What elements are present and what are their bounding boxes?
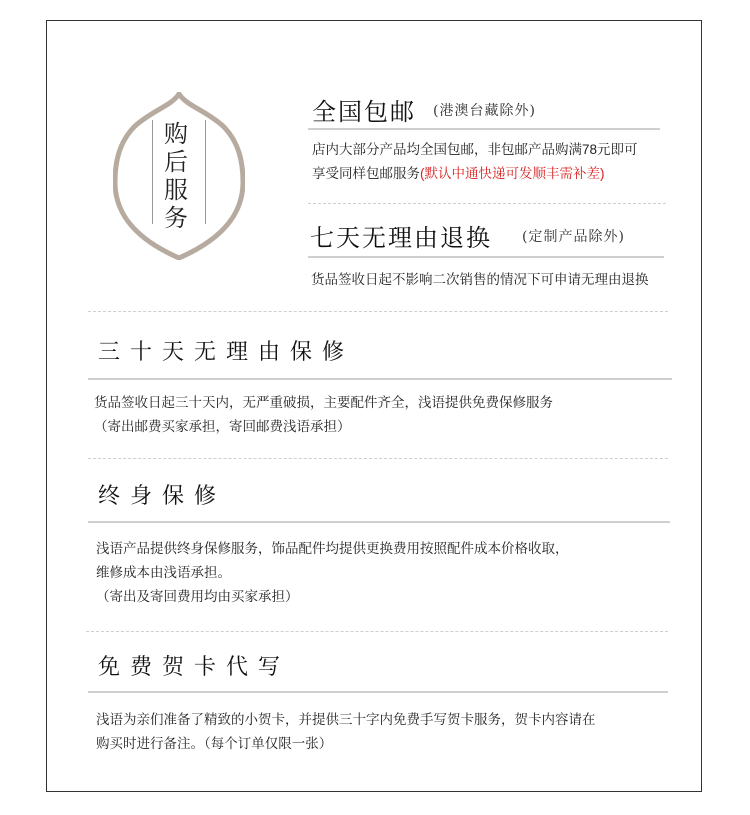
thirty-day-warranty-title: 三十天无理由保修 — [98, 340, 355, 365]
badge-char-1: 购 — [164, 120, 188, 148]
seven-day-return-divider — [88, 311, 668, 312]
seven-day-return-note: (定制产品除外) — [522, 229, 625, 245]
free-shipping-note: (港澳台藏除外) — [433, 103, 536, 119]
lifetime-warranty-rule — [88, 521, 670, 523]
greeting-card-line-1: 浅语为亲们准备了精致的小贺卡，并提供三十字内免费手写贺卡服务，贺卡内容请在 — [96, 712, 596, 727]
free-shipping-line-1: 店内大部分产品均全国包邮，非包邮产品购满78元即可 — [312, 142, 638, 157]
thirty-day-warranty-line-2: （寄出邮费买家承担，寄回邮费浅语承担） — [94, 419, 351, 434]
badge-char-4: 务 — [164, 204, 188, 232]
badge-right-bar — [205, 120, 206, 224]
lifetime-warranty-line-2: 维修成本由浅语承担。 — [96, 565, 231, 580]
greeting-card-line-2: 购买时进行备注。（每个订单仅限一张） — [96, 736, 333, 751]
badge-char-3: 服 — [164, 176, 188, 204]
thirty-day-warranty-rule — [88, 378, 672, 380]
badge-label — [161, 120, 191, 232]
seven-day-return-rule — [308, 256, 664, 258]
free-shipping-rule — [308, 128, 660, 130]
badge-left-bar — [152, 120, 153, 224]
lifetime-warranty-divider — [86, 631, 668, 632]
free-shipping-highlight: (默认中通快递可发顺丰需补差) — [420, 166, 605, 181]
thirty-day-warranty-line-1: 货品签收日起三十天内，无严重破损，主要配件齐全，浅语提供免费保修服务 — [94, 395, 553, 410]
free-shipping-title: 全国包邮 — [312, 98, 416, 126]
free-shipping-line-2-text: 享受同样包邮服务 — [312, 166, 420, 181]
free-shipping-divider — [308, 203, 666, 204]
greeting-card-rule — [88, 691, 668, 693]
greeting-card-title: 免费贺卡代写 — [98, 655, 291, 680]
lifetime-warranty-line-1: 浅语产品提供终身保修服务，饰品配件均提供更换费用按照配件成本价格收取， — [96, 541, 569, 556]
badge-char-2: 后 — [164, 148, 188, 176]
seven-day-return-text: 货品签收日起不影响二次销售的情况下可申请无理由退换 — [311, 272, 649, 287]
lifetime-warranty-title: 终身保修 — [98, 484, 227, 509]
thirty-day-warranty-divider — [88, 458, 668, 459]
free-shipping-line-2 — [312, 162, 605, 186]
lifetime-warranty-line-3: （寄出及寄回费用均由买家承担） — [96, 589, 299, 604]
seven-day-return-title: 七天无理由退换 — [310, 224, 492, 252]
